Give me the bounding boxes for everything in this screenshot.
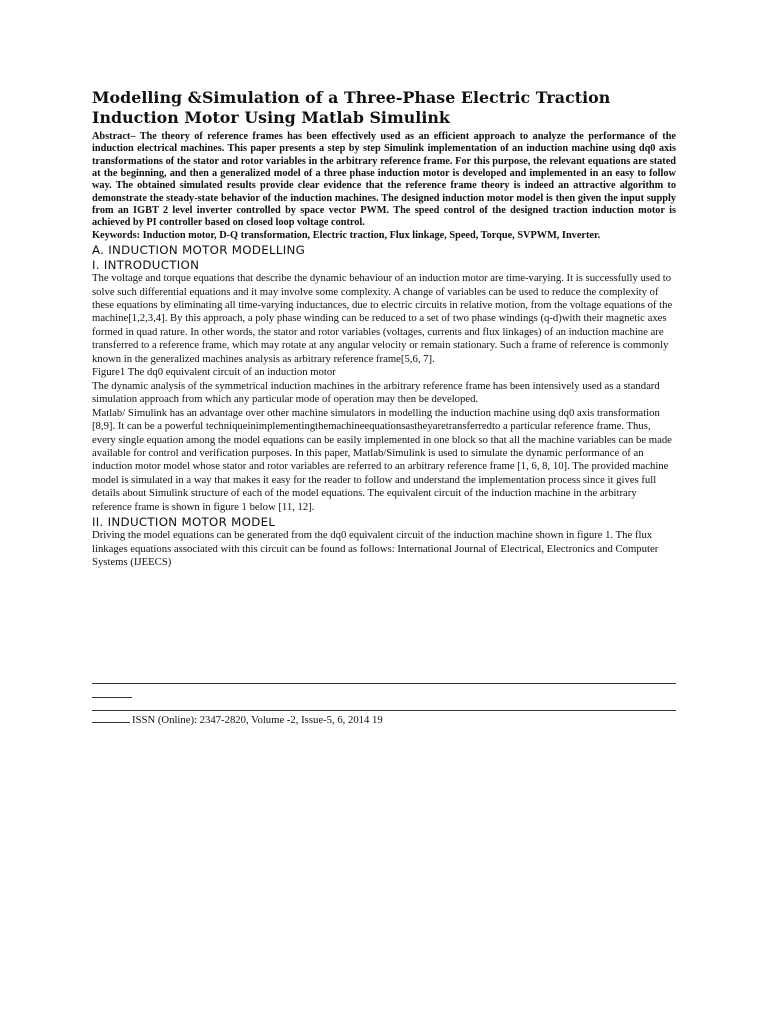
intro-paragraph-3: Matlab/ Simulink has an advantage over other machine simulators in modelling the induction machine using dq0 axis transformation [8,9]. It can be a powerful techniqueinimplementingthemachineequationsastheyaretransferredto a particular reference frame. Thus, every single equation among the model equations can be easily implemented in one block so that all the machine variables can be made available for control and verification purposes. In this paper, Matlab/Simulink is used to simulate the dynamic performance of an induction motor model whose stator and rotor variables are referred to an arbitrary reference frame [1, 6, 8, 10]. The provided machine model is simulated in a way that makes it easy for the reader to follow and understand the implementation process since it gives full details about Simulink structure of each of the model equations. The equivalent circuit of the induction machine in the arbitrary reference frame is shown in figure 1 below [11, 12]. — [92, 406, 672, 513]
intro-paragraph-1: The voltage and torque equations that describe the dynamic behaviour of an induction motor are time-varying. It is successfully used to solve such differential equations and it may involve some complexity. A change of variables can be used to reduce the complexity of these equations by eliminating all time-varying inductances, due to electric circuits in relative motion, from the voltage equations of the machine[1,2,3,4]. By this approach, a poly phase winding can be reduced to a set of two phase windings (q-d)with their magnetic axes formed in quad rature. In other words, the stator and rotor variables (voltages, currents and flux linkages) of an induction machine are transferred to a reference frame, which may rotate at any angular velocity or remain stationary. Such a frame of reference is commonly known in the generalized machines analysis as arbitrary reference frame[5,6, 7]. — [92, 272, 673, 365]
paper-title: Modelling &Simulation of a Three-Phase Electric Traction Induction Motor Using Matlab Simulink — [92, 88, 611, 127]
section-i-heading: I. INTRODUCTION — [92, 258, 200, 273]
section-a-heading: A. INDUCTION MOTOR MODELLING — [92, 243, 306, 258]
intro-paragraph-2: The dynamic analysis of the symmetrical induction machines in the arbitrary reference frame has been intensively used as a standard simulation approach from which any particular mode of operation may then be developed. — [92, 379, 660, 406]
footer-underline — [92, 712, 130, 723]
footer-issn: ISSN (Online): 2347-2820, Volume -2, Issue-5, 6, 2014 19 — [132, 714, 383, 726]
section-ii-heading: II. INDUCTION MOTOR MODEL — [92, 515, 276, 530]
abstract: Abstract– The theory of reference frames has been effectively used as an efficient approach to analyze the performance of the induction electrical machines. This paper presents a step by step Simulink implementation of an induction machine using dq0 axis transformations of the stator and rotor variables in the arbitrary reference frame. For this purpose, the relevant equations are stated at the beginning, and then a generalized model of a three phase induction motor is developed and implemented in an easy to follow way. The obtained simulated results provide clear evidence that the reference frame theory is indeed an attractive algorithm to demonstrate the steady-state behavior of the induction machines. The designed induction motor model is then given the input supply from an IGBT 2 level inverter controlled by space vector PWM. The speed control of the designed traction induction motor is achieved by PI controller based on closed loop voltage control. — [92, 131, 676, 229]
model-paragraph: Driving the model equations can be generated from the dq0 equivalent circuit of the induction machine shown in figure 1. The flux linkages equations associated with this circuit can be found as follows: International Journal of Electrical, Electronics and Computer Systems (IJEECS) — [92, 529, 659, 569]
footer — [92, 712, 383, 727]
paper-page — [92, 88, 676, 570]
figure-caption: Figure1 The dq0 equivalent circuit of an induction motor — [92, 366, 336, 379]
footer-rule-bottom — [92, 710, 676, 711]
footer-rule-top — [92, 683, 676, 684]
footer-short-rule — [92, 697, 132, 698]
keywords: Keywords: Induction motor, D-Q transformation, Electric traction, Flux linkage, Speed, Torque, SVPWM, Inverter. — [92, 229, 601, 241]
